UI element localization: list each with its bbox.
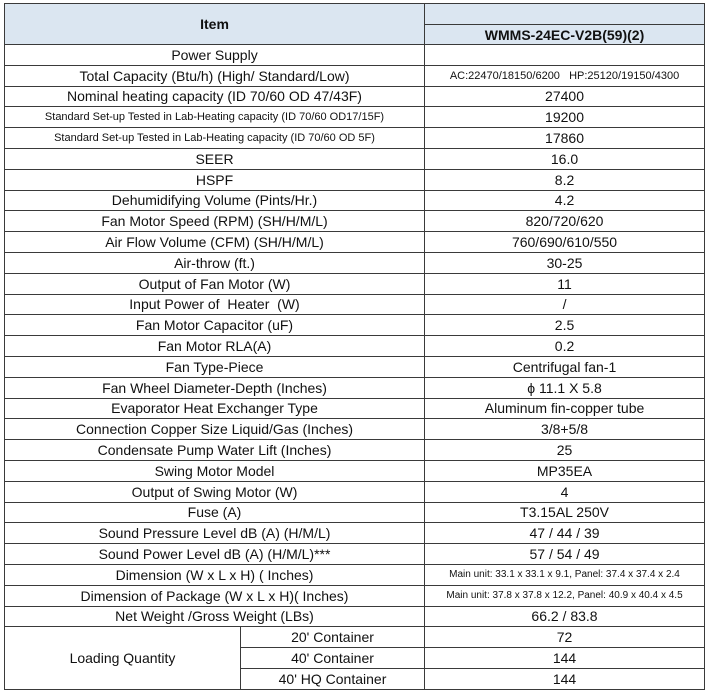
row-value: 11 bbox=[425, 273, 705, 294]
row-value: 57 / 54 / 49 bbox=[425, 544, 705, 565]
row-label: Fan Wheel Diameter-Depth (Inches) bbox=[5, 377, 425, 398]
table-row bbox=[5, 45, 705, 66]
loading-value: 144 bbox=[425, 668, 705, 689]
table-row bbox=[5, 252, 705, 273]
row-value: AC:22470/18150/6200 HP:25120/19150/4300 bbox=[425, 65, 705, 86]
row-label: Output of Fan Motor (W) bbox=[5, 273, 425, 294]
row-value: / bbox=[425, 294, 705, 315]
loading-quantity-label: Loading Quantity bbox=[5, 627, 241, 689]
row-label: Net Weight /Gross Weight (LBs) bbox=[5, 606, 425, 627]
row-value: 4 bbox=[425, 481, 705, 502]
table-row bbox=[5, 356, 705, 377]
row-label: Fan Type-Piece bbox=[5, 356, 425, 377]
row-value bbox=[425, 45, 705, 66]
row-value: 4.2 bbox=[425, 190, 705, 211]
row-label: Total Capacity (Btu/h) (High/ Standard/Low) bbox=[5, 65, 425, 86]
row-label: Swing Motor Model bbox=[5, 460, 425, 481]
row-label: Fan Motor Speed (RPM) (SH/H/M/L) bbox=[5, 211, 425, 232]
loading-value: 144 bbox=[425, 648, 705, 669]
row-label: Condensate Pump Water Lift (Inches) bbox=[5, 440, 425, 461]
table-row bbox=[5, 523, 705, 544]
row-label: Dimension (W x L x H) ( Inches) bbox=[5, 564, 425, 585]
row-label: Fan Motor Capacitor (uF) bbox=[5, 315, 425, 336]
table-row bbox=[5, 606, 705, 627]
table-row bbox=[5, 232, 705, 253]
row-label: Power Supply bbox=[5, 45, 425, 66]
row-value: 27400 bbox=[425, 86, 705, 107]
loading-sub-label: 40' Container bbox=[241, 648, 425, 669]
loading-row bbox=[5, 627, 705, 648]
row-label: Standard Set-up Tested in Lab-Heating capacity (ID 70/60 OD17/15F) bbox=[5, 107, 425, 128]
table-row bbox=[5, 190, 705, 211]
row-label: SEER bbox=[5, 148, 425, 169]
row-label: Fuse (A) bbox=[5, 502, 425, 523]
row-value: Main unit: 37.8 x 37.8 x 12.2, Panel: 40.9 x 40.4 x 4.5 bbox=[425, 585, 705, 606]
row-value: T3.15AL 250V bbox=[425, 502, 705, 523]
table-row bbox=[5, 585, 705, 606]
row-label: Connection Copper Size Liquid/Gas (Inches) bbox=[5, 419, 425, 440]
row-value: 66.2 / 83.8 bbox=[425, 606, 705, 627]
row-value: ϕ 11.1 X 5.8 bbox=[425, 377, 705, 398]
row-label: Sound Pressure Level dB (A) (H/M/L) bbox=[5, 523, 425, 544]
row-value: 17860 bbox=[425, 128, 705, 149]
row-value: 30-25 bbox=[425, 252, 705, 273]
row-value: Aluminum fin-copper tube bbox=[425, 398, 705, 419]
item-header: Item bbox=[5, 4, 425, 45]
row-value: Main unit: 33.1 x 33.1 x 9.1, Panel: 37.4 x 37.4 x 2.4 bbox=[425, 564, 705, 585]
table-row bbox=[5, 107, 705, 128]
table-row bbox=[5, 502, 705, 523]
spec-table bbox=[4, 3, 705, 690]
table-row bbox=[5, 419, 705, 440]
table-row bbox=[5, 544, 705, 565]
row-label: Dimension of Package (W x L x H)( Inches) bbox=[5, 585, 425, 606]
table-row bbox=[5, 481, 705, 502]
table-row bbox=[5, 169, 705, 190]
table-row bbox=[5, 564, 705, 585]
model-header-blank bbox=[425, 4, 705, 25]
row-label: Output of Swing Motor (W) bbox=[5, 481, 425, 502]
row-label: HSPF bbox=[5, 169, 425, 190]
row-label: Air-throw (ft.) bbox=[5, 252, 425, 273]
row-value: 19200 bbox=[425, 107, 705, 128]
table-row bbox=[5, 211, 705, 232]
row-label: Sound Power Level dB (A) (H/M/L)*** bbox=[5, 544, 425, 565]
row-label: Input Power of Heater (W) bbox=[5, 294, 425, 315]
table-row bbox=[5, 86, 705, 107]
table-row bbox=[5, 460, 705, 481]
row-value: 760/690/610/550 bbox=[425, 232, 705, 253]
header-row bbox=[5, 4, 705, 25]
row-value: MP35EA bbox=[425, 460, 705, 481]
table-row bbox=[5, 440, 705, 461]
row-label: Dehumidifying Volume (Pints/Hr.) bbox=[5, 190, 425, 211]
loading-sub-label: 40' HQ Container bbox=[241, 668, 425, 689]
table-row bbox=[5, 315, 705, 336]
table-row bbox=[5, 128, 705, 149]
row-value: Centrifugal fan-1 bbox=[425, 356, 705, 377]
row-value: 2.5 bbox=[425, 315, 705, 336]
table-row bbox=[5, 377, 705, 398]
row-label: Air Flow Volume (CFM) (SH/H/M/L) bbox=[5, 232, 425, 253]
row-label: Fan Motor RLA(A) bbox=[5, 336, 425, 357]
table-row bbox=[5, 294, 705, 315]
row-label: Standard Set-up Tested in Lab-Heating capacity (ID 70/60 OD 5F) bbox=[5, 128, 425, 149]
table-row bbox=[5, 398, 705, 419]
loading-value: 72 bbox=[425, 627, 705, 648]
row-value: 8.2 bbox=[425, 169, 705, 190]
row-value: 25 bbox=[425, 440, 705, 461]
table-row bbox=[5, 336, 705, 357]
row-value: 16.0 bbox=[425, 148, 705, 169]
table-row bbox=[5, 65, 705, 86]
table-row bbox=[5, 148, 705, 169]
row-value: 820/720/620 bbox=[425, 211, 705, 232]
table-row bbox=[5, 273, 705, 294]
row-label: Nominal heating capacity (ID 70/60 OD 47/43F) bbox=[5, 86, 425, 107]
loading-sub-label: 20' Container bbox=[241, 627, 425, 648]
row-value: 3/8+5/8 bbox=[425, 419, 705, 440]
row-value: 47 / 44 / 39 bbox=[425, 523, 705, 544]
model-header: WMMS-24EC-V2B(59)(2) bbox=[425, 25, 705, 45]
row-label: Evaporator Heat Exchanger Type bbox=[5, 398, 425, 419]
row-value: 0.2 bbox=[425, 336, 705, 357]
